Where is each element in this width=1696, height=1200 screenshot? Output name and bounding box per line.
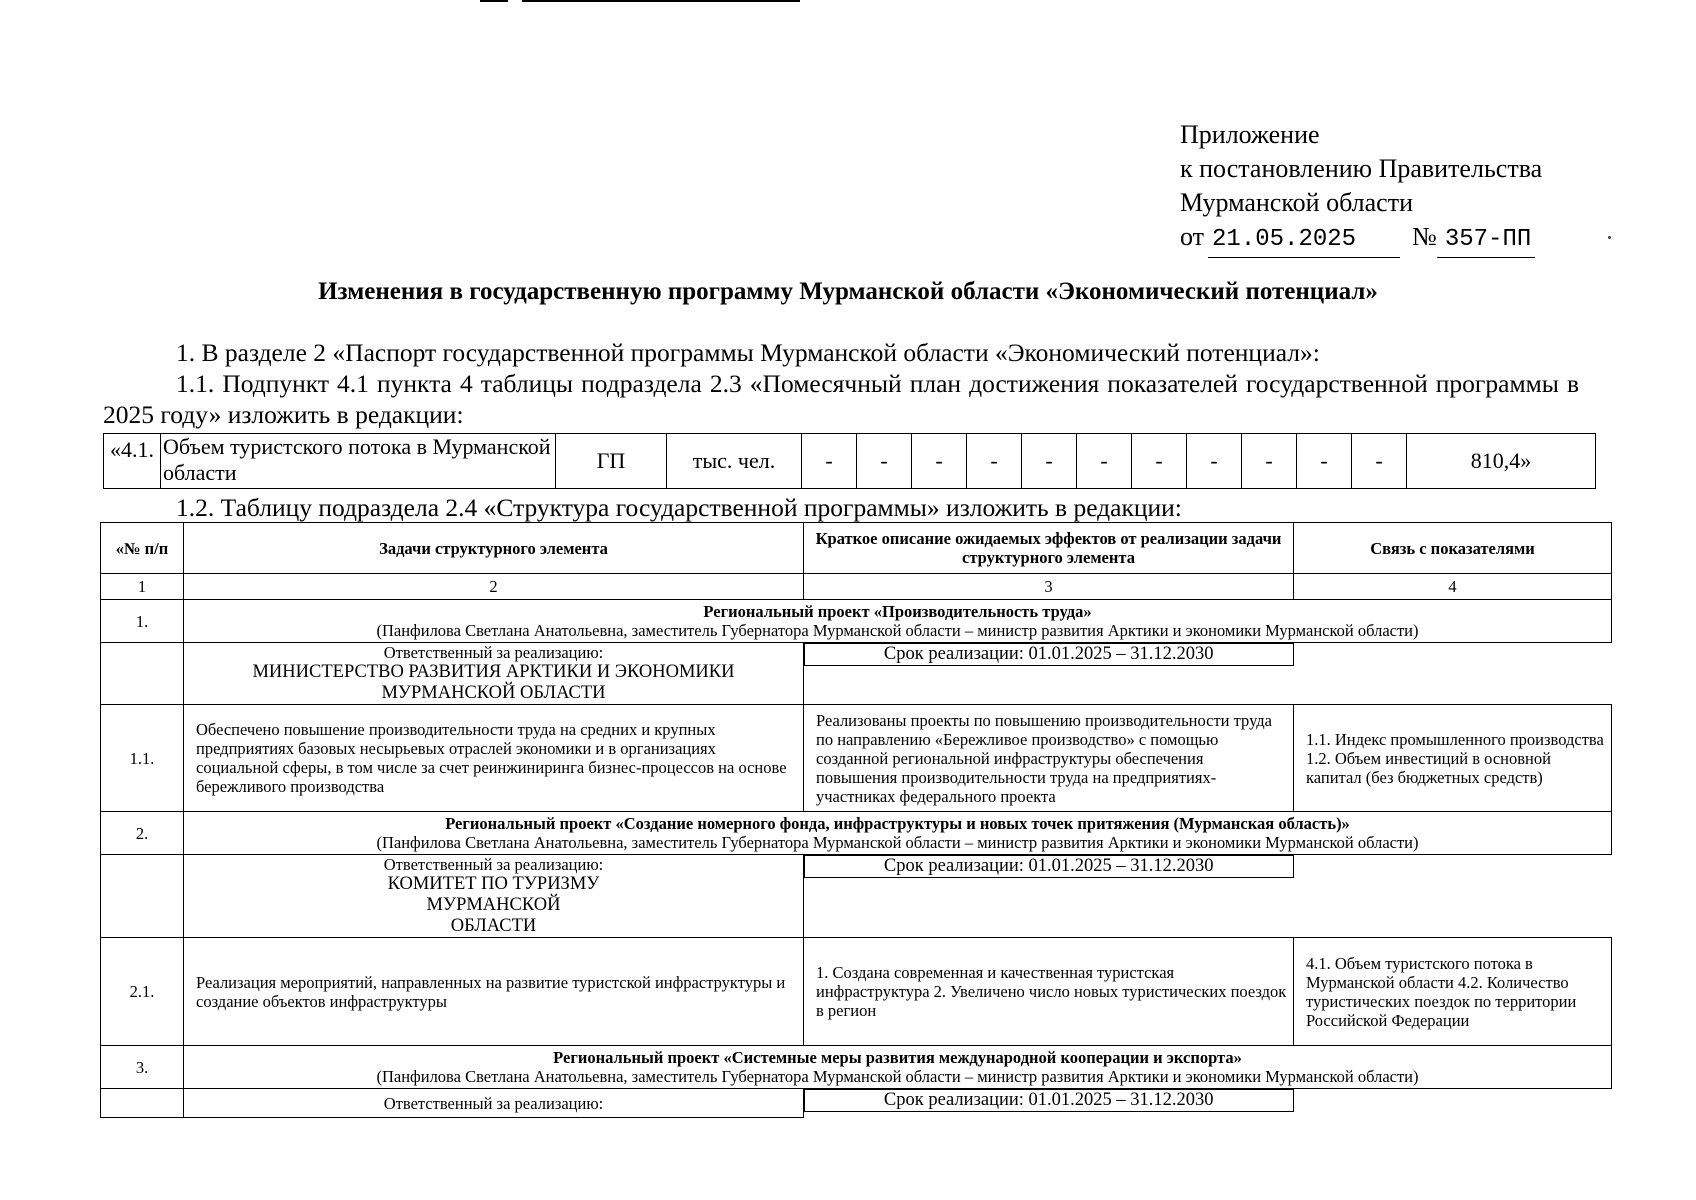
paragraph-1-2: 1.2. Таблицу подраздела 2.4 «Структура государственной программы» изложить в редакции: <box>176 493 1182 522</box>
responsible-label: Ответственный за реализацию: <box>383 643 604 662</box>
project-title: Региональный проект «Системные меры развития международной кооперации и экспорта» <box>553 1048 1242 1067</box>
project-row <box>101 1046 1612 1089</box>
month-value: - <box>857 434 912 489</box>
project-cell <box>184 812 1612 855</box>
section-number: 1. <box>101 600 184 643</box>
indicator-plan-table <box>103 433 1596 489</box>
col-number: 3 <box>804 574 1294 600</box>
responsible-cell <box>184 1089 804 1118</box>
section-number: 3. <box>101 1046 184 1089</box>
empty-cell <box>101 1089 184 1118</box>
project-cell <box>184 1046 1612 1089</box>
month-value: - <box>912 434 967 489</box>
project-row <box>101 812 1612 855</box>
indicator-name: Объем туристского потока в Мурманской области <box>161 434 556 489</box>
project-cell <box>184 600 1612 643</box>
top-edge-line <box>522 0 800 2</box>
paragraph-1-1: 1.1. Подпункт 4.1 пункта 4 таблицы подраздела 2.3 «Помесячный план достижения показателей государственной программы в 2025 году» изложить в редакции: <box>103 369 1579 429</box>
month-value: - <box>1352 434 1407 489</box>
header-effects: Краткое описание ожидаемых эффектов от реализации задачи структурного элемента <box>804 523 1294 574</box>
task-row <box>101 938 1612 1046</box>
project-curator: (Панфилова Светлана Анатольевна, заместитель Губернатора Мурманской области – министр развития Арктики и экономики Мурманской области) <box>376 621 1419 640</box>
term-cell: Срок реализации: 01.01.2025 – 31.12.2030 <box>804 1089 1294 1112</box>
month-value: - <box>1077 434 1132 489</box>
term-cell: Срок реализации: 01.01.2025 – 31.12.2030 <box>804 643 1294 666</box>
header-indicators: Связь с показателями <box>1294 523 1612 574</box>
empty-cell <box>101 855 184 938</box>
decree-number: 357-ПП <box>1437 223 1535 258</box>
responsible-cell <box>184 855 804 938</box>
responsible-cell <box>184 643 804 705</box>
task-number: 2.1. <box>101 938 184 1046</box>
project-curator: (Панфилова Светлана Анатольевна, заместитель Губернатора Мурманской области – министр развития Арктики и экономики Мурманской области) <box>376 1067 1419 1086</box>
responsible-row <box>101 643 1612 705</box>
col-number: 1 <box>101 574 184 600</box>
responsible-org: МИНИСТЕРСТВО РАЗВИТИЯ АРКТИКИ И ЭКОНОМИКИ МУРМАНСКОЙ ОБЛАСТИ <box>252 662 735 703</box>
number-sign: № <box>1412 222 1437 251</box>
appendix-date-line <box>1180 220 1542 258</box>
task-row <box>101 705 1612 812</box>
paragraph-1: 1. В разделе 2 «Паспорт государственной программы Мурманской области «Экономический потенциал»: <box>176 338 1320 367</box>
appendix-line-3: Мурманской области <box>1180 188 1413 217</box>
header-num: «№ п/п <box>101 523 184 574</box>
table-row <box>104 434 1596 489</box>
document-title: Изменения в государственную программу Мурманской области «Экономический потенциал» <box>318 278 1378 305</box>
appendix-line-1: Приложение <box>1180 120 1320 149</box>
responsible-row <box>101 855 1612 938</box>
responsible-label: Ответственный за реализацию: <box>383 1093 604 1113</box>
indicator-number: «4.1. <box>104 434 161 489</box>
month-value: - <box>1022 434 1077 489</box>
project-title: Региональный проект «Производительность труда» <box>703 602 1092 621</box>
task-number: 1.1. <box>101 705 184 812</box>
responsible-label: Ответственный за реализацию: <box>383 855 604 874</box>
stray-dot <box>1608 236 1611 239</box>
project-curator: (Панфилова Светлана Анатольевна, заместитель Губернатора Мурманской области – министр развития Арктики и экономики Мурманской области) <box>376 833 1419 852</box>
month-value: - <box>802 434 857 489</box>
column-number-row <box>101 574 1612 600</box>
indicator-unit: тыс. чел. <box>667 434 802 489</box>
month-value: - <box>1297 434 1352 489</box>
month-value: - <box>1132 434 1187 489</box>
task-indicators: 4.1. Объем туристского потока в Мурманской области 4.2. Количество туристических поездок по территории Российской Федерации <box>1294 938 1612 1046</box>
decree-date: 21.05.2025 <box>1208 223 1400 258</box>
task-description: Обеспечено повышение производительности труда на средних и крупных предприятиях базовых несырьевых отраслей экономики и в организациях социальной сферы, в том числе за счет реинжиниринга бизнес-процессов на основе бережливого производства <box>184 705 804 812</box>
empty-cell <box>101 643 184 705</box>
appendix-line-2: к постановлению Правительства <box>1180 154 1543 183</box>
responsible-org: КОМИТЕТ ПО ТУРИЗМУ МУРМАНСКОЙ ОБЛАСТИ <box>387 874 600 936</box>
task-indicators: 1.1. Индекс промышленного производства 1.2. Объем инвестиций в основной капитал (без бюджетных средств) <box>1294 705 1612 812</box>
task-effect: 1. Создана современная и качественная туристская инфраструктура 2. Увеличено число новых туристических поездок в регион <box>804 938 1294 1046</box>
month-value: - <box>967 434 1022 489</box>
header-tasks: Задачи структурного элемента <box>184 523 804 574</box>
indicator-level: ГП <box>556 434 667 489</box>
col-number: 2 <box>184 574 804 600</box>
term-cell: Срок реализации: 01.01.2025 – 31.12.2030 <box>804 855 1294 878</box>
section-number: 2. <box>101 812 184 855</box>
month-value: - <box>1242 434 1297 489</box>
responsible-row <box>101 1089 1612 1118</box>
top-edge-line-short <box>480 0 508 2</box>
table-header-row <box>101 523 1612 574</box>
project-row <box>101 600 1612 643</box>
date-prefix: от <box>1180 222 1205 251</box>
indicator-total: 810,4» <box>1407 434 1596 489</box>
appendix-block <box>1180 118 1542 258</box>
month-value: - <box>1187 434 1242 489</box>
col-number: 4 <box>1294 574 1612 600</box>
project-title: Региональный проект «Создание номерного фонда, инфраструктуры и новых точек притяжения (Мурманская область)» <box>445 814 1350 833</box>
program-structure-table <box>100 522 1612 1118</box>
task-effect: Реализованы проекты по повышению производительности труда по направлению «Бережливое производство» с помощью созданной региональной инфраструктуры обеспечения повышения производительности труда на предприятиях-участниках федерального проекта <box>804 705 1294 812</box>
task-description: Реализация мероприятий, направленных на развитие туристской инфраструктуры и создание объектов инфраструктуры <box>184 938 804 1046</box>
